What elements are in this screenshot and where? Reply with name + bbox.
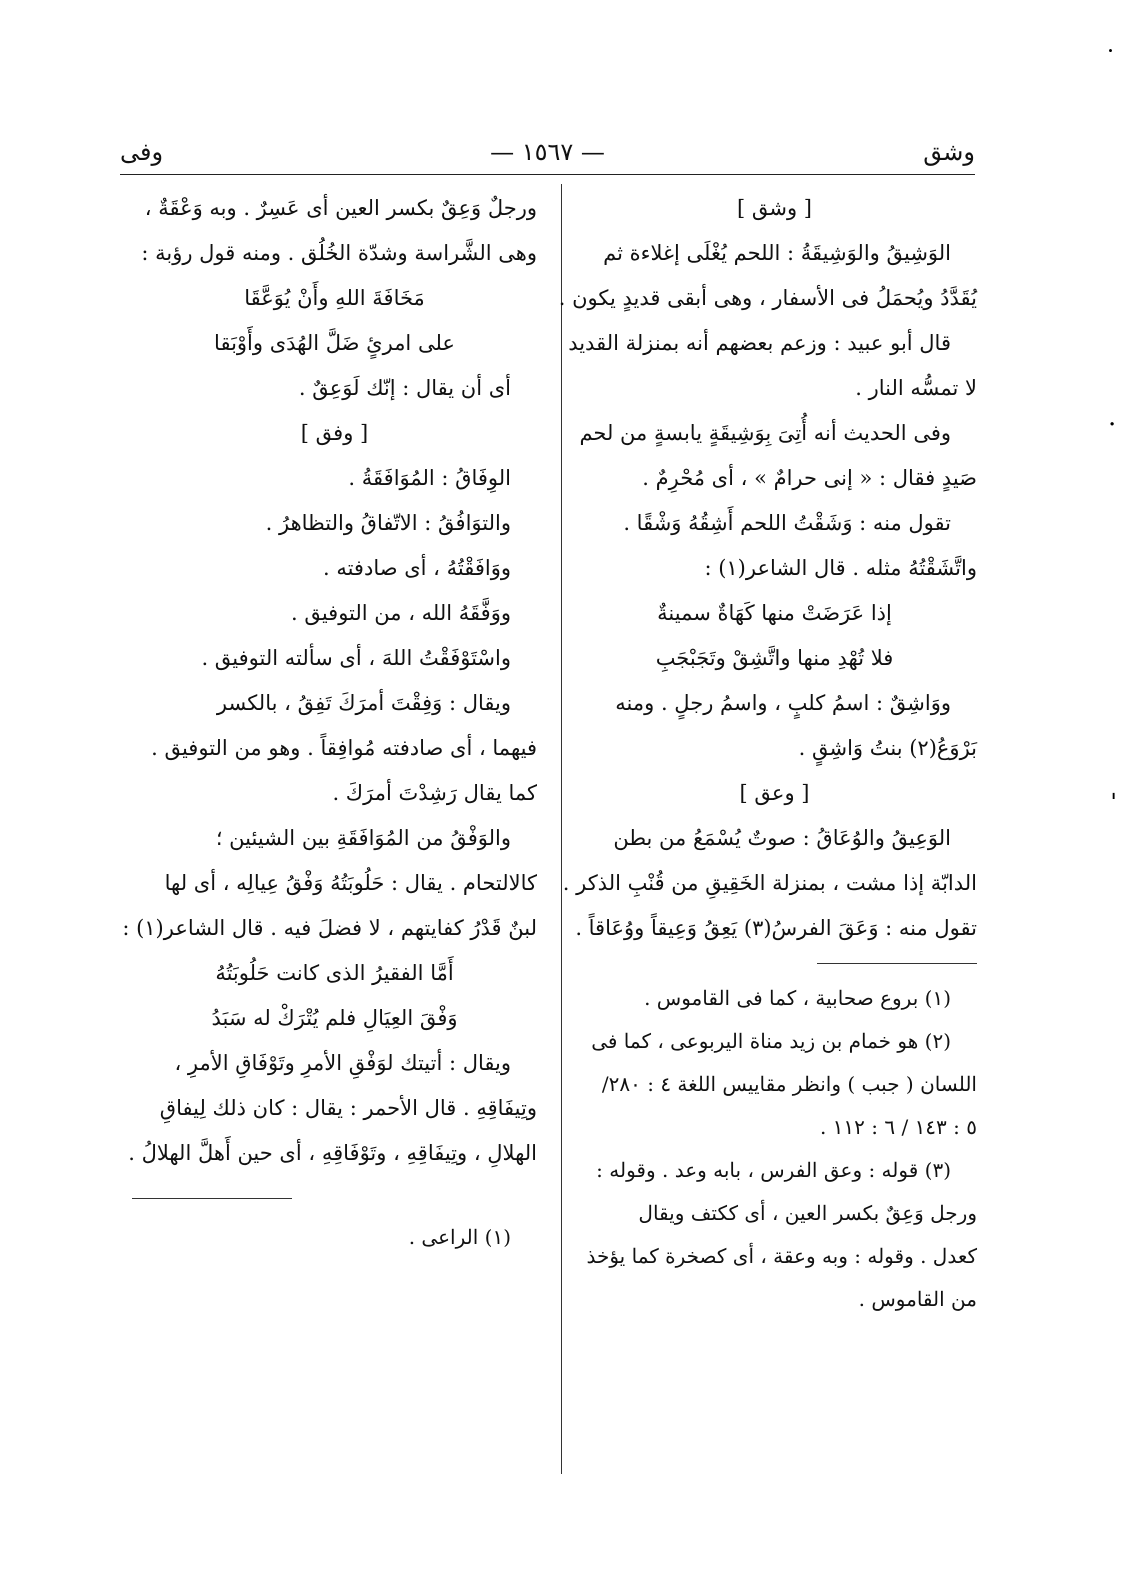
entry-heading: [ وفق ]: [300, 421, 369, 445]
edge-mark: ˙: [1104, 46, 1117, 76]
running-head-left: وفى: [120, 138, 164, 166]
text-line: تقول منه : وَعَقَ الفرسُ(٣) يَعِقُ وَعِيقاً ووُعَاقاً .: [575, 916, 977, 940]
footnote-line: (٢) هو خمام بن زيد مناة اليربوعى ، كما فى: [591, 1029, 951, 1053]
footnote-line: ٥ : ١٤٣ / ٦ : ١١٢ .: [819, 1115, 977, 1139]
page-number: — ١٥٦٧ —: [490, 138, 605, 166]
text-line: واسْتَوْفَقْتُ اللهَ ، أى سألته التوفيق .: [201, 646, 511, 670]
footnote-line: (١) الراعى .: [408, 1225, 511, 1249]
text-line: الوَعِيقُ والوُعَاقُ : صوتٌ يُسْمَعُ من بطن: [613, 826, 951, 850]
page-header: [120, 138, 975, 178]
text-line: ووَفَّقَهُ الله ، من التوفيق .: [290, 601, 511, 625]
text-line: الوِفَاقُ : المُوَافَقَةُ .: [348, 466, 511, 490]
text-line: لا تمسُّه النار .: [855, 376, 977, 400]
text-line: ووَاشِقٌ : اسمُ كلبٍ ، واسمُ رجلٍ . ومنه: [615, 691, 951, 715]
text-line: تقول منه : وَشَقْتُ اللحم أَشِقُهُ وَشْقًا .: [623, 511, 951, 535]
text-line: يُقَدَّدُ ويُحمَلُ فى الأسفار ، وهى أبقى قديدٍ يكون .: [558, 286, 977, 310]
text-line: والوَفْقُ من المُوَافَقَةِ بين الشيئين ؛: [215, 826, 511, 850]
footnote-line: (٣) قوله : وعق الفرس ، بابه وعد . وقوله :: [596, 1158, 951, 1182]
text-line: فيهما ، أى صادفته مُوافِقاً . وهو من التوفيق .: [151, 736, 537, 760]
text-line: وهى الشَّراسة وشدّة الخُلُق . ومنه قول رؤبة :: [141, 241, 537, 265]
text-line: صَيدٍ فقال : « إنى حرامٌ » ، أى مُحْرِمٌ .: [642, 466, 977, 490]
text-line: وفى الحديث أنه أُتِىَ بِوَشِيقَةٍ يابسةٍ من لحم: [579, 421, 951, 445]
footnote-line: اللسان ( جبب ) وانظر مقاييس اللغة ٤ : ٢٨٠/: [601, 1072, 977, 1096]
footnotes: [572, 977, 977, 1321]
text-line: وتِيفَاقِهِ . قال الأحمر : يقال : كان ذلك لِيفاقِ: [159, 1096, 537, 1120]
text-line: لبنٌ قَدْرُ كفايتهم ، لا فضلَ فيه . قال الشاعر(١) :: [122, 916, 537, 940]
running-head-right: وشق: [923, 138, 975, 166]
footnote-line: ورجل وَعِقٌ بكسر العين ، أى ككتف ويقال: [638, 1201, 977, 1225]
text-line: الهلالِ ، وتِيفَاقِهِ ، وتَوْفَاقِهِ ، أى حين أَهلَّ الهلالُ .: [128, 1141, 537, 1165]
verse-line: مَخَافَةَ اللهِ وأَنْ يُوَعَّقَا: [244, 286, 425, 310]
edge-mark: ˈ: [1110, 790, 1118, 820]
footnote-separator: [572, 951, 977, 977]
verse-line: فلا تُهْدِ منها واتَّشِقْ وتَجَبْجَبِ: [655, 646, 894, 670]
verse-line: إذا عَرَضَتْ منها كَهَاةٌ سمينةٌ: [657, 601, 892, 625]
text-line: قال أبو عبيد : وزعم بعضهم أنه بمنزلة القديد: [568, 331, 951, 355]
verse-line: على امرئٍ ضَلَّ الهُدَى وأَوْبَقا: [214, 331, 455, 355]
edge-mark: ·: [1108, 410, 1117, 440]
verse-line: وَفْقَ العِيَالِ فلم يُتْرَكْ له سَبَدُ: [211, 1006, 458, 1030]
text-line: كالالتحام . يقال : حَلُوبَتُهُ وَفْقُ عِيالِه ، أى لها: [164, 871, 537, 895]
text-line: ويقال : وَفِقْتَ أمرَكَ تَفِقُ ، بالكسر: [216, 691, 511, 715]
footnote-line: من القاموس .: [858, 1287, 977, 1311]
footnote-separator: [132, 1176, 537, 1216]
verse-line: أَمَّا الفقيرُ الذى كانت حَلُوبَتُهُ: [215, 961, 454, 985]
text-line: والتوَافُقُ : الاتّفاقُ والتظاهرُ .: [265, 511, 511, 535]
footnote-line: كعدل . وقوله : وبه وعقة ، أى كصخرة كما يؤخذ: [586, 1244, 977, 1268]
header-rule: [120, 174, 975, 175]
entry-heading: [ وعق ]: [739, 781, 810, 805]
entry-heading: [ وشق ]: [737, 196, 812, 220]
text-line: الدابّة إذا مشت ، بمنزلة الخَقِيقِ من قُنْبِ الذكر .: [562, 871, 977, 895]
text-line: واتَّشَقْتُهُ مثله . قال الشاعر(١) :: [704, 556, 977, 580]
left-column: [122, 186, 537, 1476]
text-line: أى أن يقال : إنّك لَوَعِقٌ .: [298, 376, 511, 400]
column-divider: [561, 184, 562, 1474]
text-line: بَرْوَعُ(٢) بنتُ وَاشِقٍ .: [798, 736, 977, 760]
text-line: ورجلٌ وَعِقٌ بكسر العين أى عَسِرٌ . وبه وَعْقَةٌ ،: [144, 196, 537, 220]
text-line: الوَشِيقُ والوَشِيقَةُ : اللحم يُغْلَى إغلاءة ثم: [603, 241, 951, 265]
text-line: ويقال : أتيتك لوَفْقِ الأمرِ وتَوْفَاقِ الأمرِ ،: [174, 1051, 511, 1075]
footnote-rule: [132, 1198, 292, 1199]
footnotes: [132, 1216, 537, 1259]
footnote-line: (١) بروع صحابية ، كما فى القاموس .: [644, 986, 951, 1010]
right-column: [558, 186, 977, 1476]
text-line: ووَافَقْتُهُ ، أى صادفته .: [322, 556, 511, 580]
footnote-rule: [817, 963, 977, 964]
text-line: كما يقال رَشِدْتَ أمرَكَ .: [332, 781, 537, 805]
